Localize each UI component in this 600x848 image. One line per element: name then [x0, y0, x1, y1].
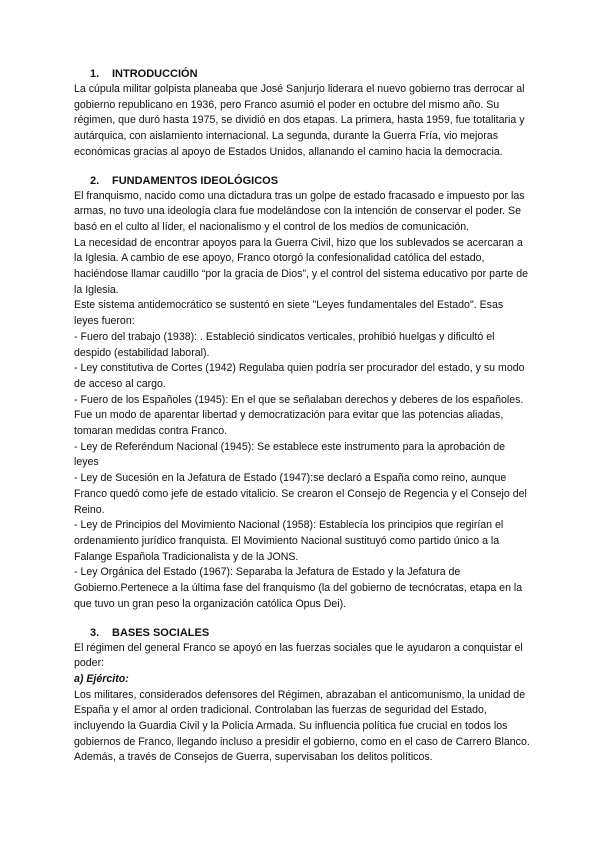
section-heading-bases-sociales	[74, 625, 530, 641]
paragraph: La cúpula militar golpista planeaba que José Sanjurjo liderara el nuevo gobierno tras derrocar al gobierno republicano en 1936, pero Franco asumió el poder en octubre del mismo año. Su régimen, que duró hasta 1975, se dividió en dos etapas. La primera, hasta 1959, fue totalitaria y autárquica, con aislamiento internacional. La segunda, durante la Guerra Fría, vio mejoras económicas gracias al apoyo de Estados Unidos, allanando el camino hacia la democracia.	[74, 83, 525, 158]
paragraph: La necesidad de encontrar apoyos para la Guerra Civil, hizo que los sublevados se acercaran a la Iglesia. A cambio de ese apoyo, Franco otorgó la confesionalidad católica del estado, haciéndose llamar caudillo “por la gracia de Dios”, y el control del sistema educativo por parte de la Iglesia.	[74, 236, 529, 296]
section-heading-introduccion	[74, 66, 530, 82]
section-heading-fundamentos	[74, 173, 530, 189]
paragraph: Este sistema antidemocrático se sustentó en siete "Leyes fundamentales del Estado". Esas leyes fueron:	[74, 299, 504, 328]
subheading-ejercito: a) Ejército:	[74, 672, 129, 685]
section-number: 2.	[90, 174, 100, 187]
paragraph: El régimen del general Franco se apoyó en las fuerzas sociales que le ayudaron a conquistar el poder:	[74, 641, 523, 670]
law-list-item: - Ley constitutiva de Cortes (1942) Regulaba quien podría ser procurador del estado, y su modo de acceso al cargo.	[74, 362, 525, 390]
law-list-item: - Ley Orgánica del Estado (1967): Separaba la Jefatura de Estado y la Jefatura de Gobierno.Pertenece a la última fase del franquismo (la del gobierno de tecnócratas, etapa en la que tuvo un gran peso la organización católica Opus Dei).	[74, 566, 523, 610]
section-number: 1.	[90, 68, 100, 80]
law-list-item: - Ley de Referéndum Nacional (1945): Se establece este instrumento para la aprobación de leyes	[74, 440, 506, 469]
section-title: BASES SOCIALES	[112, 626, 210, 639]
section-number: 3.	[90, 626, 100, 639]
law-list-item: - Fuero del trabajo (1938): . Estableció sindicatos verticales, prohibió huelgas y dificultó el despido (estabilidad laboral).	[74, 330, 495, 359]
paragraph: Los militares, considerados defensores del Régimen, abrazaban el anticomunismo, la unidad de España y el amor al orden tradicional. Controlaban las fuerzas de seguridad del Estado, incluyendo la Guardia Civil y la Policía Armada. Su influencia política fue crucial en todos los gobiernos de Franco, llegando incluso a presidir el gobierno, como en el caso de Carrero Blanco. Además, a través de Consejos de Guerra, supervisaban los delitos políticos.	[74, 688, 530, 764]
section-title: INTRODUCCIÓN	[112, 68, 198, 80]
law-list-item: - Ley de Sucesión en la Jefatura de Estado (1947):se declaró a España como reino, aunque Franco quedó como jefe de estado vitalicio. Se crearon el Consejo de Regencia y el Consejo del Reino.	[74, 472, 527, 516]
section-title: FUNDAMENTOS IDEOLÓGICOS	[112, 174, 279, 187]
paragraph: El franquismo, nacido como una dictadura tras un golpe de estado fracasado e impuesto por las armas, no tuvo una ideología clara fue modelándose con la intención de conservar el poder. Se basó en el culto al líder, el nacionalismo y el control de los medios de comunicación.	[74, 189, 525, 233]
law-list-item: - Fuero de los Españoles (1945): En el que se señalaban derechos y deberes de los españoles. Fue un modo de aparentar libertad y democratización para evitar que las potencias aliadas, tomaran medidas contra Franco.	[74, 393, 524, 438]
law-list-item: - Ley de Principios del Movimiento Nacional (1958): Establecía los principios que regirían el ordenamiento jurídico franquista. El Movimiento Nacional sustituyó como partido único a la Falange Española Tradicionalista y de la JONS.	[74, 519, 504, 563]
